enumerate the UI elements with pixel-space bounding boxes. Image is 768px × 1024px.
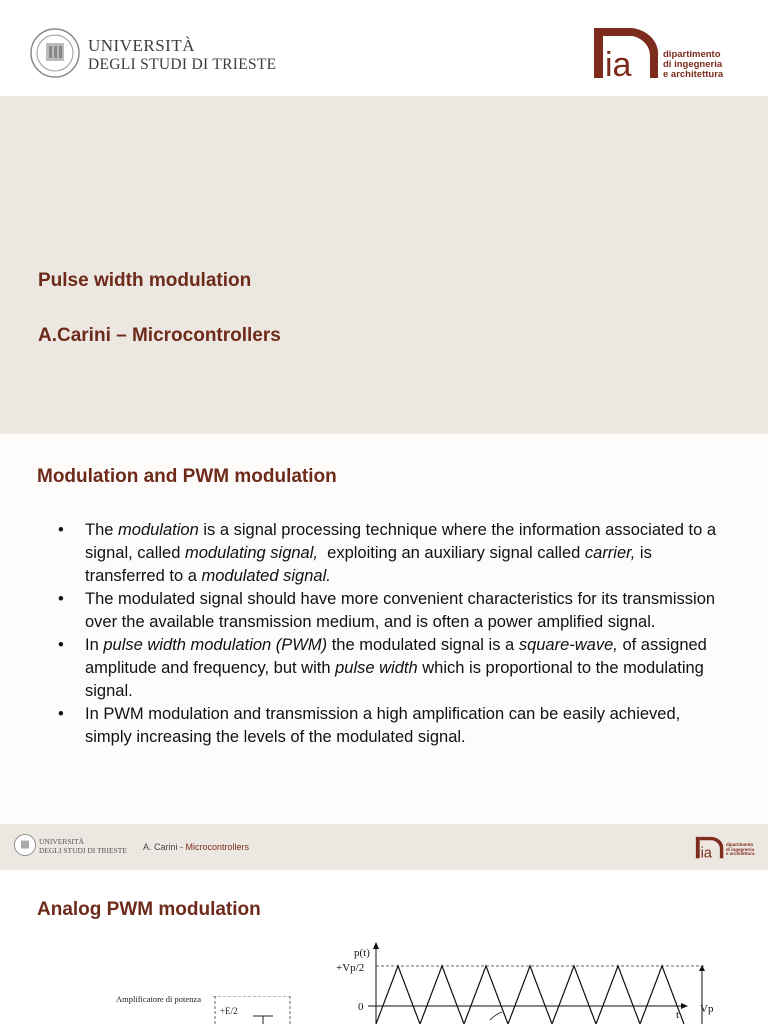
footer-university-name [39,837,127,855]
footer-university-line1: UNIVERSITÀ [39,837,84,846]
university-name-line1: UNIVERSITÀ [88,36,195,55]
presentation-title: Pulse width modulation [38,270,252,291]
presentation-subtitle: A.Carini – Microcontrollers [38,325,281,346]
department-line2: di ingegneria [663,59,723,70]
slide-heading: Modulation and PWM modulation [37,466,337,487]
bullet-item: • The modulation is a signal processing technique where the information associated to a signal, called modulating signal, exploiting an auxiliary signal called carrier, is transferred to a modulated signal. [58,521,717,585]
amplifier-circuit-diagram [205,996,305,1024]
bullet-dot: • [58,636,64,654]
department-name [663,50,723,80]
bullet-dot: • [58,521,64,539]
bullet-list [58,519,718,749]
bullet-dot: • [58,705,64,723]
vp2-label: +Vp/2 [336,962,365,974]
zero-label: 0 [358,1001,364,1013]
bullet-item: • In PWM modulation and transmission a high amplification can be easily achieved, simply increasing the levels of the modulated signal. [58,705,681,746]
university-name [88,36,276,74]
supply-label: +E/2 [220,1006,238,1016]
dia-logo-text: ia [700,845,712,860]
footer-university-line2: DEGLI STUDI DI TRIESTE [39,846,127,855]
university-seal-icon [30,28,80,78]
department-line1: dipartimento [663,49,721,60]
bullet-item: • In pulse width modulation (PWM) the modulated signal is a square-wave, of assigned amplitude and frequency, but with pulse width which is proportional to the modulating signal. [58,636,707,700]
dia-logo-icon [694,836,726,860]
footer-course: Microcontrollers [185,842,250,852]
vp-label: Vp [700,1003,714,1015]
footer-department-line2: di ingegneria [726,846,755,852]
title-band [0,96,768,434]
footer-department-line1: dipartimento [726,842,754,847]
dia-logo-icon [592,26,662,82]
dia-logo-text: ia [605,46,632,82]
footer-author-course [143,842,249,852]
slide-heading: Analog PWM modulation [37,899,261,920]
footer-department-name [726,843,755,857]
footer-separator: - [177,842,186,852]
amplifier-label: Amplificatore di potenza [116,994,201,1004]
department-line3: e architettura [663,69,724,80]
university-name-line2: DEGLI STUDI DI TRIESTE [88,56,277,73]
footer-author: A. Carini [143,842,178,852]
footer-department-line3: e architettura [726,851,755,857]
bullet-dot: • [58,590,64,608]
pt-label: p(t) [354,947,370,959]
t-label: t [676,1009,680,1021]
bullet-item: • The modulated signal should have more convenient characteristics for its transmission over the available transmission medium, and is often a power amplified signal. [58,590,716,631]
carrier-waveform [330,940,730,1024]
university-seal-icon [14,834,36,856]
